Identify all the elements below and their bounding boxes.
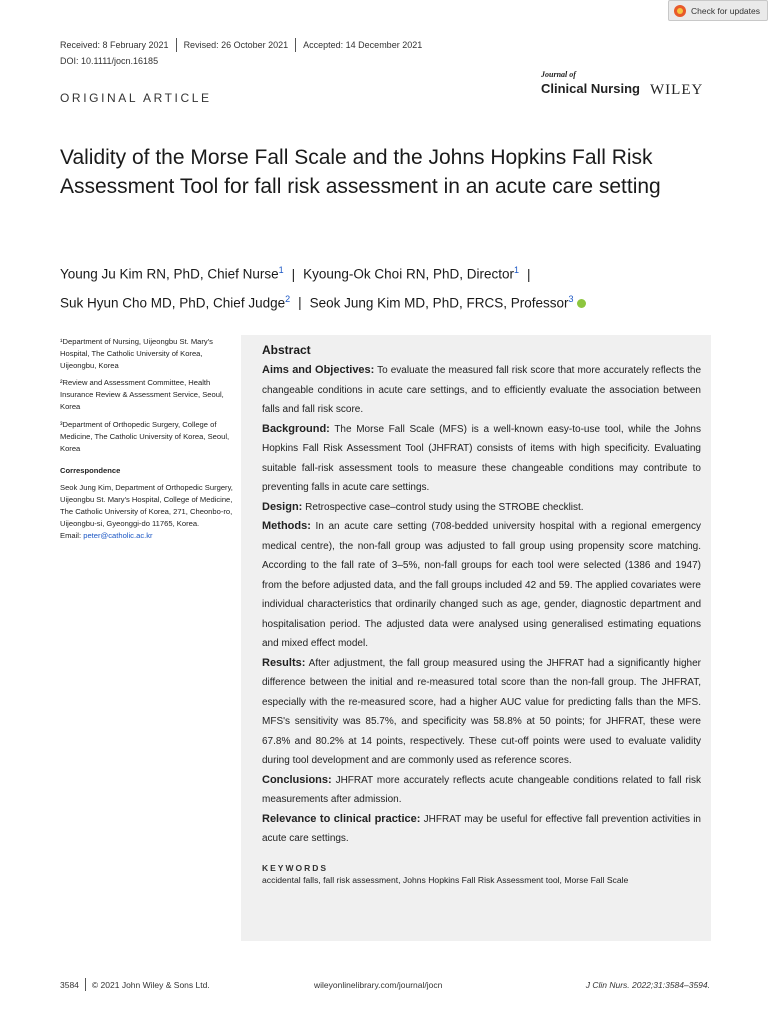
doi: DOI: 10.1111/jocn.16185 <box>60 56 159 66</box>
received-date: Received: 8 February 2021 <box>60 40 169 50</box>
check-for-updates-button[interactable] <box>668 0 768 21</box>
section-text: Retrospective case–control study using the STROBE checklist. <box>302 501 584 513</box>
journal-name: Clinical Nursing <box>541 81 640 96</box>
copyright: © 2021 John Wiley & Sons Ltd. <box>91 979 210 990</box>
page-footer <box>60 978 710 991</box>
divider <box>176 38 177 52</box>
section-label: Results: <box>262 656 306 669</box>
affiliation: ²Review and Assessment Committee, Health Insurance Review & Assessment Service, Seoul, Korea <box>60 378 224 412</box>
section-label: Relevance to clinical practice: <box>262 812 421 825</box>
abstract-section <box>262 420 701 498</box>
abstract-section <box>262 361 701 420</box>
keywords-list: accidental falls, fall risk assessment, Johns Hopkins Fall Risk Assessment tool, Morse Fall Scale <box>262 874 629 885</box>
accepted-date: Accepted: 14 December 2021 <box>303 40 423 50</box>
article-type: ORIGINAL ARTICLE <box>60 91 212 105</box>
email-label: Email: <box>60 531 84 541</box>
author-affiliation-mark[interactable]: 3 <box>568 293 574 304</box>
email-link[interactable]: peter@catholic.ac.kr <box>83 531 153 541</box>
journal-logo <box>541 70 640 96</box>
page-number: 3584 <box>60 979 79 990</box>
journal-url-link[interactable]: wileyonlinelibrary.com/journal/jocn <box>314 979 443 990</box>
affiliation: ³Department of Orthopedic Surgery, College of Medicine, The Catholic University of Korea, Seoul, Korea <box>60 419 230 453</box>
author-affiliation-mark[interactable]: 1 <box>513 265 519 275</box>
author-list: Young Ju Kim RN, PhD, Chief Nurse$^1$ | Kyoung-Ok Choi RN, PhD, Director$^1$ | Suk Hyun Cho MD, PhD, Chief Judge$^2$ | Seok Jung Kim MD, PhD, FRCS, Professor$^3$ <box>60 258 720 315</box>
author-name: Seok Jung Kim MD, PhD, FRCS, Professor <box>309 295 569 310</box>
abstract-heading: Abstract <box>262 343 311 357</box>
check-for-updates-label: Check for updates <box>691 5 760 16</box>
section-label: Design: <box>262 500 303 513</box>
abstract-body <box>262 361 701 849</box>
abstract-section <box>262 517 701 654</box>
journal-of: Journal of <box>541 70 576 79</box>
article-dates <box>60 38 422 52</box>
correspondence-address: Seok Jung Kim, Department of Orthopedic Surgery, Uijeongbu St. Mary's Hospital, College of Medicine, The Catholic University of Korea, 271, Cheonbo-ro, Uijeongbu-si, Gyeonggi-do 11765, Korea. <box>60 482 233 529</box>
section-text: JHFRAT may be useful for effective fall prevention activities in acute care settings. <box>262 813 701 844</box>
crossmark-icon <box>674 5 686 17</box>
section-text: In an acute care setting (708-bedded university hospital with a regional emergency medical centre), the non-fall group was adjusted to fall group using propensity score matching. According to the fall rate of 3–5%, non-fall groups for each tool were selected (1386 and 1947) from the before adjusted data, and the fall groups included 42 and 59. The applied covariates were individual characteristics that ordinarily changed such as age, gender, diagnostic department and hospitalisation period. The adjusted data were analysed using generalised estimating equations and mixed effect model. <box>262 521 701 649</box>
abstract-section <box>262 810 701 849</box>
keywords <box>262 863 701 885</box>
affiliation: ¹Department of Nursing, Uijeongbu St. Mary's Hospital, The Catholic University of Korea, Uijeongbu, Korea <box>60 337 213 371</box>
abstract-section <box>262 498 701 518</box>
author-name: Kyoung-Ok Choi RN, PhD, Director <box>303 266 514 282</box>
section-label: Methods: <box>262 520 311 532</box>
section-text: JHFRAT more accurately reflects acute changeable conditions related to fall risk measurements after admission. <box>262 774 701 805</box>
keywords-heading: KEYWORDS <box>262 862 329 873</box>
author-affiliation-mark[interactable]: 2 <box>285 293 291 304</box>
section-label: Background: <box>262 422 330 435</box>
divider <box>295 38 296 52</box>
author-affiliation-mark[interactable]: 1 <box>278 265 284 275</box>
revised-date: Revised: 26 October 2021 <box>183 40 289 50</box>
section-text: After adjustment, the fall group measured using the JHFRAT had a significantly higher difference between the initial and re-measured total score than the non-fall group. The JHFRAT, especially with the re-measured score, had a higher AUC value for predicting falls than the MFS. MFS's sensitivity was 85.7%, and specificity was 58.8% at 50 points; for JHFRAT, these were 67.8% and 80.2% at 14 points, respectively. These cut-off points were used to evaluate validity during tool development and are commonly used as reference scores. <box>262 657 701 766</box>
section-label: Conclusions: <box>262 773 332 786</box>
orcid-icon[interactable] <box>577 299 586 308</box>
article-title: Validity of the Morse Fall Scale and the Johns Hopkins Fall Risk Assessment Tool for fall risk assessment in an acute care setting <box>60 146 661 198</box>
section-text: The Morse Fall Scale (MFS) is a well-known easy-to-use tool, while the Johns Hopkins Fall Risk Assessment Tool (JHFRAT) consists of items with high specificity. Evaluating suitable fall-risk assessment tools to measure these changeable conditions may contribute to preventing falls in acute care settings. <box>262 423 701 493</box>
author-name: Suk Hyun Cho MD, PhD, Chief Judge <box>60 295 286 310</box>
abstract-section <box>262 654 701 771</box>
abstract-box <box>241 335 711 941</box>
author-name: Young Ju Kim RN, PhD, Chief Nurse <box>60 266 279 282</box>
abstract-section <box>262 771 701 810</box>
correspondence-heading: Correspondence <box>60 465 121 475</box>
correspondence-text <box>60 482 235 542</box>
affiliations-sidebar <box>60 336 235 542</box>
section-text: To evaluate the measured fall risk score that more accurately reflects the changeable conditions in acute care settings, and to efficiently evaluate the association between falls and fall risk score. <box>262 365 702 415</box>
section-label: Aims and Objectives: <box>262 364 375 376</box>
divider <box>85 978 86 991</box>
citation: J Clin Nurs. 2022;31:3584–3594. <box>585 979 710 990</box>
publisher-logo: WILEY <box>650 82 704 98</box>
